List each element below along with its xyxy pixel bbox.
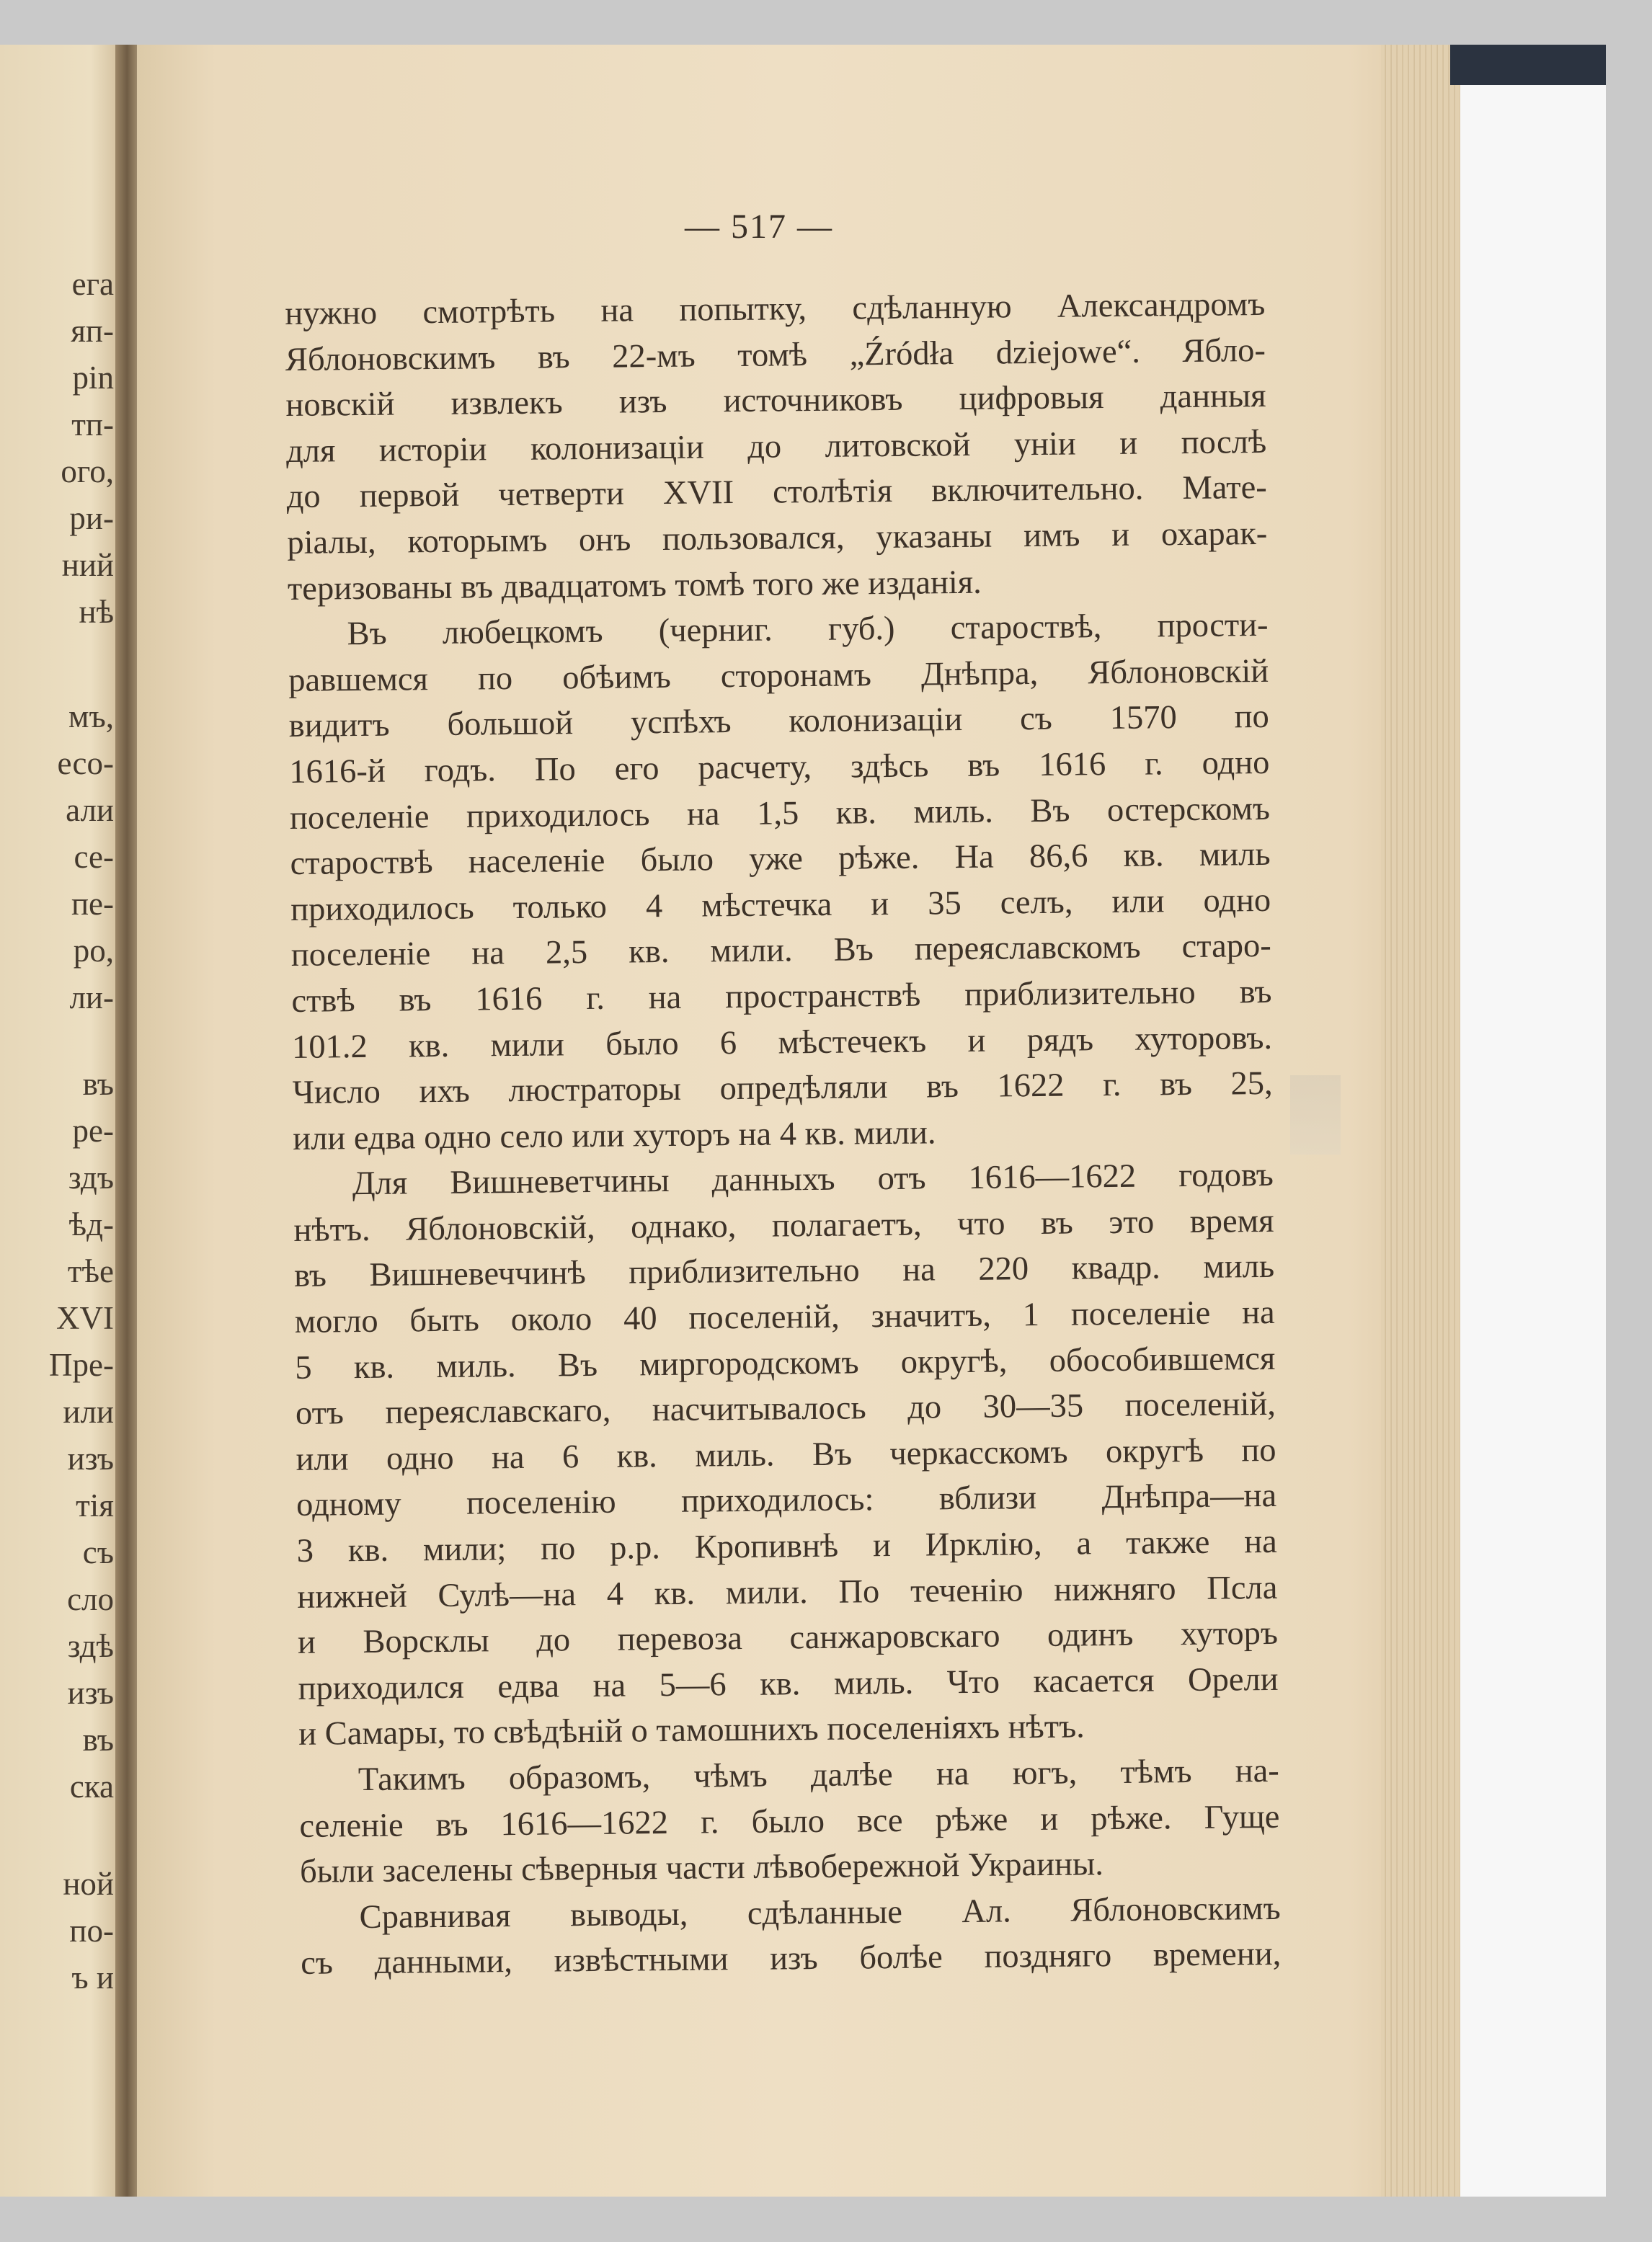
text-line: староствѣ населеніе было уже рѣже. На 86,6 кв. миль xyxy=(290,836,1271,883)
page-stack-edge xyxy=(1381,45,1460,2197)
fragment: здѣ xyxy=(67,1628,114,1664)
text-line: ствѣ въ 1616 г. на пространствѣ приблизительно въ xyxy=(291,973,1272,1020)
viewer-bottom-strip xyxy=(0,2197,1652,2242)
fragment: по- xyxy=(69,1913,114,1949)
text-line: и Ворсклы до перевоза санжаровскаго одинъ хуторъ xyxy=(297,1615,1279,1662)
fragment: тп- xyxy=(71,406,114,442)
fragment: ре- xyxy=(72,1113,114,1149)
fragment: XVI xyxy=(56,1300,114,1336)
fragment: ска xyxy=(69,1769,114,1805)
text-line: могло быть около 40 поселеній, значитъ, 1 поселеніе на xyxy=(294,1294,1275,1340)
text-line: Сравнивая выводы, сдѣланные Ал. Яблоновскимъ xyxy=(359,1890,1281,1936)
text-line: Въ любецкомъ (черниг. губ.) староствѣ, прости- xyxy=(347,607,1269,653)
fragment: изъ xyxy=(67,1441,114,1477)
text-line: нижней Сулѣ—на 4 кв. мили. По теченію нижняго Псла xyxy=(297,1569,1278,1616)
text-line: или одно на 6 кв. миль. Въ черкасскомъ округѣ по xyxy=(296,1431,1276,1478)
text-line: Для Вишневетчины данныхъ отъ 1616—1622 годовъ xyxy=(352,1157,1274,1203)
fragment: ега xyxy=(71,266,114,302)
fragment: мъ, xyxy=(68,698,114,734)
text-line: поселеніе на 2,5 кв. мили. Въ переяславскомъ старо- xyxy=(290,928,1272,974)
text-line: одному поселенію приходилось: вблизи Днѣпра—на xyxy=(296,1477,1277,1524)
fragment: али xyxy=(66,792,114,828)
text-line: Яблоновскимъ въ 22-мъ томѣ „Źródła dziejowe“. Ябло- xyxy=(285,332,1266,378)
text-line: 5 кв. миль. Въ миргородскомъ округѣ, обособившемся xyxy=(295,1340,1276,1387)
scanned-book-spread xyxy=(0,45,1606,2197)
fragment: здъ xyxy=(68,1160,114,1196)
fragment: Пре- xyxy=(49,1347,114,1383)
text-line: приходилось только 4 мѣстечка и 35 селъ, или одно xyxy=(290,881,1271,928)
text-line: новскій извлекъ изъ источниковъ цифровыя данныя xyxy=(285,378,1266,424)
fragment: ъ и xyxy=(71,1959,114,1996)
fragment: въ xyxy=(82,1066,114,1102)
text-line: 3 кв. мили; по р.р. Кропивнѣ и Ирклію, а также на xyxy=(296,1523,1277,1570)
text-line: равшемся по обѣимъ сторонамъ Днѣпра, Яблоновскій xyxy=(288,652,1269,699)
text-line: селеніе въ 1616—1622 г. было все рѣже и рѣже. Гуще xyxy=(299,1798,1280,1845)
text-line: нѣтъ. Яблоновскій, однако, полагаетъ, что въ это время xyxy=(293,1202,1274,1249)
fragment: ри- xyxy=(69,500,114,536)
fragment: тѣе xyxy=(67,1253,114,1289)
text-line: Такимъ образомъ, чѣмъ далѣе на югъ, тѣмъ на- xyxy=(358,1752,1280,1799)
text-line: были заселены сѣверныя части лѣвобережной Украины. xyxy=(299,1846,1104,1891)
fragment: въ xyxy=(82,1722,114,1758)
text-line: ріалы, которымъ онъ пользовался, указаны имъ и охарак- xyxy=(287,515,1268,561)
fragment: или xyxy=(63,1394,114,1430)
fragment: pin xyxy=(72,360,114,396)
page-number: — 517 — xyxy=(685,208,833,246)
fragment: съ xyxy=(82,1534,114,1570)
text-line: приходился едва на 5—6 кв. миль. Что касается Орели xyxy=(298,1660,1279,1707)
text-line: Число ихъ люстраторы опредѣляли въ 1622 г. въ 25, xyxy=(292,1064,1273,1112)
fragment: тія xyxy=(76,1487,114,1523)
fragment: сло xyxy=(67,1581,114,1617)
text-line: 101.2 кв. мили было 6 мѣстечекъ и рядъ хуторовъ. xyxy=(291,1019,1273,1066)
fragment: нѣ xyxy=(79,594,114,630)
fragment: яп- xyxy=(71,313,114,349)
fragment: ого, xyxy=(61,453,114,489)
text-line: теризованы въ двадцатомъ томѣ того же изданія. xyxy=(287,564,982,608)
body-text xyxy=(285,282,1282,1987)
text-line: для исторіи колонизаціи до литовской уніи и послѣ xyxy=(285,423,1267,470)
fragment: ний xyxy=(61,547,114,583)
fragment: пе- xyxy=(71,886,114,922)
right-page xyxy=(137,45,1453,2197)
text-line: нужно смотрѣть на попытку, сдѣланную Александромъ xyxy=(285,285,1266,332)
fragment: есо- xyxy=(57,745,114,781)
fragment: ро, xyxy=(73,933,114,969)
text-line: и Самары, то свѣдѣній о тамошнихъ поселеніяхъ нѣтъ. xyxy=(298,1708,1085,1753)
fragment: се- xyxy=(74,839,114,875)
text-line: съ данными, извѣстными изъ болѣе поздняго времени, xyxy=(301,1936,1282,1983)
text-line: 1616-й годъ. По его расчету, здѣсь въ 1616 г. одно xyxy=(289,744,1270,791)
text-line: видитъ большой успѣхъ колонизаціи съ 1570 по xyxy=(288,698,1269,745)
bleed-through-mark xyxy=(1290,1075,1341,1155)
fragment: изъ xyxy=(67,1675,114,1711)
text-line: въ Вишневеччинѣ приблизительно на 220 квадр. миль xyxy=(293,1248,1275,1295)
scan-corner-bar xyxy=(1450,45,1606,85)
scan-background-margin xyxy=(1460,85,1606,2197)
fragment: ной xyxy=(63,1866,114,1902)
text-line: поселеніе приходилось на 1,5 кв. миль. Въ остерскомъ xyxy=(289,790,1271,837)
text-line: до первой четверти XVII столѣтія включительно. Мате- xyxy=(286,469,1267,516)
fragment: ли- xyxy=(69,979,114,1015)
text-line: отъ переяславскаго, насчитывалось до 30—35 поселеній, xyxy=(295,1386,1276,1433)
fragment: ѣд- xyxy=(68,1206,114,1242)
text-line: или едва одно село или хуторъ на 4 кв. мили. xyxy=(293,1114,936,1157)
